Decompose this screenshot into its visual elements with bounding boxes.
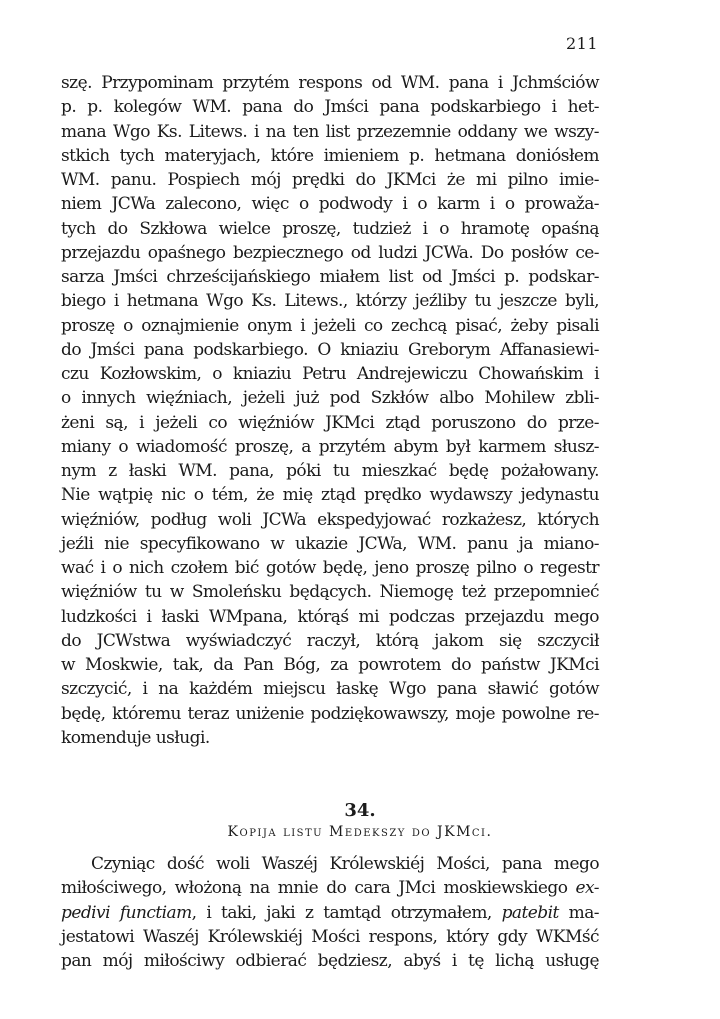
text-line [61, 852, 599, 876]
text-segment: , i taki, jaki z tamtąd otrzymałem, [191, 902, 502, 923]
next-letter-body-text [61, 852, 599, 973]
text-line: więźniów tu w Smoleńsku będących. Niemogę też przepomnieć [61, 582, 599, 603]
text-line: mana Wgo Ks. Litews. i na ten list przezemnie oddany we wszy- [61, 121, 599, 142]
italic-phrase: patebit [501, 902, 559, 923]
letter-number: 34. [344, 800, 376, 821]
text-line: o innych więźniach, jeżeli już pod Szkłów albo Mohilew zbli- [61, 388, 599, 409]
italic-phrase: ex- [575, 878, 599, 899]
text-line: jeźli nie specyfikowano w ukazie JCWa, WM. panu ja miano- [61, 533, 599, 554]
text-line: WM. panu. Pospiech mój prędki do JKMci że mi pilno imie- [61, 170, 599, 190]
letter-body-text [61, 71, 599, 750]
text-segment: Czyniąc dość woli Waszéj Królewskiéj Mości, pana mego [91, 854, 599, 874]
letter-title: Kopija listu Medekszy do JKMci. [227, 824, 493, 840]
text-line: sarza Jmści chrześcijańskiego miałem list od Jmści p. podskar- [61, 267, 599, 287]
text-line [61, 876, 599, 900]
text-line: w Moskwie, tak, da Pan Bóg, za powrotem do państw JKMci [61, 655, 599, 675]
text-line: przejazdu opaśnego bezpiecznego od ludzi JCWa. Do posłów ce- [61, 242, 599, 263]
text-line: niem JCWa zalecono, więc o podwody i o karm i o prowaža- [61, 194, 599, 215]
text-line: proszę o oznajmienie onym i jeżeli co zechcą pisać, żeby pisali [61, 315, 599, 336]
text-segment: jestatowi Waszéj Królewskiéj Mości respons, który gdy WKMść [61, 926, 599, 947]
text-line: tych do Szkłowa wielce proszę, tudzież i o hramotę opaśną [61, 218, 599, 239]
text-line: miany o wiadomość proszę, a przytém abym był karmem słusz- [61, 436, 599, 457]
text-segment: pan mój miłościwy odbierać będziesz, abyś i tę lichą usługę [61, 951, 599, 971]
text-segment: ma- [558, 902, 599, 923]
text-line: nym z łaski WM. pana, póki tu mieszkać będę pożałowany. [61, 461, 599, 481]
page-number: 211 [566, 34, 599, 53]
text-line: stkich tych materyjach, które imieniem p. hetmana doniósłem [61, 145, 599, 166]
text-segment: miłościwego, włożoną na mnie do cara JMci moskiewskiego [61, 878, 576, 899]
text-line: komenduje usługi. [61, 727, 210, 748]
text-line: szę. Przypominam przytém respons od WM. pana i Jchmściów [61, 73, 599, 93]
text-line: ludzkości i łaski WMpana, którąś mi podczas przejazdu mego [61, 606, 599, 627]
text-line: biego i hetmana Wgo Ks. Litews., którzy jeźliby tu jeszcze byli, [61, 291, 599, 312]
italic-phrase: pedivi functiam [61, 902, 192, 923]
text-line: będę, któremu teraz uniżenie podziękowawszy, moje powolne re- [61, 703, 599, 724]
text-line: do JCWstwa wyświadczyć raczył, którą jakom się szczycił [61, 630, 599, 651]
text-line [61, 949, 599, 973]
text-line: czu Kozłowskim, o kniaziu Petru Andrejewiczu Chowańskim i [61, 364, 599, 384]
text-line: żeni są, i jeżeli co więźniów JKMci ztąd poruszono do prze- [61, 412, 599, 433]
text-line: więźniów, podług woli JCWa ekspedyjować rozkażesz, których [61, 509, 599, 530]
text-line: Nie wątpię nic o tém, że mię ztąd prędko wydawszy jedynastu [61, 485, 599, 506]
text-line: szczycić, i na każdém miejscu łaskę Wgo pana sławić gotów [61, 679, 599, 700]
text-line: wać i o nich czołem bić gotów będę, jeno proszę pilno o regestr [61, 558, 599, 578]
text-line [61, 925, 599, 949]
text-line: p. p. kolegów WM. pana do Jmści pana podskarbiego i het- [61, 97, 599, 118]
text-line: do Jmści pana podskarbiego. O kniaziu Greborym Affanasiewi- [61, 339, 599, 360]
text-line [61, 901, 599, 925]
